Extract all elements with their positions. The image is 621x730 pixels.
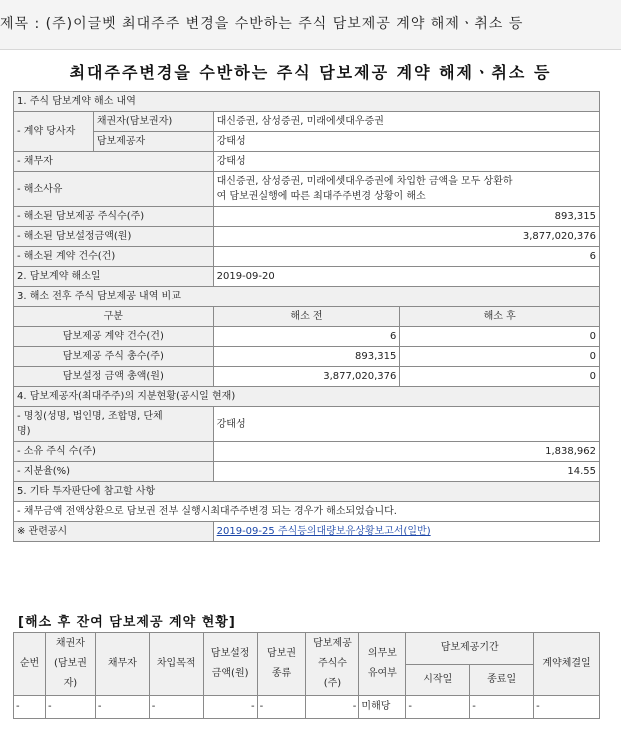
header-shares (306, 633, 359, 696)
compare-row (14, 347, 600, 367)
compare-row-label: 담보설정 금액 총액(원) (14, 367, 214, 387)
header-creditor (45, 633, 95, 696)
related-disclosure-link[interactable]: 2019-09-25 주식등의대량보유상황보고서(일반) (216, 526, 431, 537)
reason-row (14, 172, 600, 207)
compare-header-row (14, 307, 600, 327)
subject-text: 제목 : (주)이글벳 최대주주 변경을 수반하는 주식 담보제공 계약 해제ㆍ취소 등 (0, 16, 524, 32)
cell-end: - (470, 696, 534, 719)
cell-expire: - (534, 696, 600, 719)
reason-label: - 해소사유 (14, 172, 214, 207)
compare-row-label: 담보제공 계약 건수(건) (14, 327, 214, 347)
count-value: 6 (213, 247, 599, 267)
cell-creditor: - (45, 696, 95, 719)
cell-duty: 미해당 (359, 696, 406, 719)
remaining-header-row (14, 633, 600, 665)
compare-category-header: 구분 (14, 307, 214, 327)
reason-line-1: 대신증권, 삼성증권, 미래에셋대우증권에 차입한 금액을 모두 상환하 (216, 176, 513, 187)
debtor-label: - 채무자 (14, 152, 214, 172)
reason-value (213, 172, 599, 207)
ratio-label: - 지분율(%) (14, 462, 214, 482)
cell-debtor: - (95, 696, 149, 719)
header-end: 종료일 (470, 664, 534, 696)
ratio-value: 14.55 (213, 462, 599, 482)
cell-amount: - (203, 696, 257, 719)
cell-seq: - (14, 696, 46, 719)
header-seq: 순번 (14, 633, 46, 696)
holder-name-label-line-1: - 명칭(성명, 법인명, 조합명, 단체 (17, 411, 163, 422)
compare-before-header: 해소 전 (213, 307, 400, 327)
ratio-row (14, 462, 600, 482)
reason-line-2: 여 담보권실행에 따른 최대주주변경 상황이 해소 (216, 191, 426, 202)
remaining-section-title: [해소 후 잔여 담보제공 계약 현황] (18, 615, 236, 630)
amount-label: - 해소된 담보설정금액(원) (14, 227, 214, 247)
debtor-row (14, 152, 600, 172)
header-type (257, 633, 306, 696)
section-3-row (14, 287, 600, 307)
section-1-heading: 1. 주식 담보계약 해소 내역 (14, 92, 600, 112)
section-3-heading: 3. 해소 전후 주식 담보제공 내역 비교 (14, 287, 600, 307)
header-period: 담보제공기간 (406, 633, 534, 665)
provider-value: 강태성 (213, 132, 599, 152)
header-duty-line-1: 의무보 (367, 648, 397, 659)
compare-row (14, 367, 600, 387)
owned-shares-label: - 소유 주식 수(주) (14, 442, 214, 462)
provider-label: 담보제공자 (93, 132, 213, 152)
shares-label: - 해소된 담보제공 주식수(주) (14, 207, 214, 227)
compare-row-after: 0 (400, 367, 600, 387)
note-row (14, 502, 600, 522)
cell-type: - (257, 696, 306, 719)
header-shares-line-2: 주식수 (317, 658, 347, 669)
shares-value: 893,315 (213, 207, 599, 227)
subject-bar (0, 0, 621, 50)
header-shares-line-3: (주) (323, 678, 342, 689)
owned-shares-value: 1,838,962 (213, 442, 599, 462)
holder-name-row (14, 407, 600, 442)
compare-row-before: 6 (213, 327, 400, 347)
section-2-row (14, 267, 600, 287)
header-amount (203, 633, 257, 696)
header-amount-line-2: 금액(원) (211, 668, 249, 679)
count-label: - 해소된 계약 건수(건) (14, 247, 214, 267)
section-1-row (14, 92, 600, 112)
holder-name-label (14, 407, 214, 442)
related-cell (213, 522, 599, 542)
header-shares-line-1: 담보제공 (313, 638, 352, 649)
header-amount-line-1: 담보설정 (210, 648, 250, 659)
header-creditor-line-3: 자) (63, 678, 78, 689)
section-2-heading: 2. 담보계약 해소일 (14, 267, 214, 287)
header-duty-line-2: 유여부 (367, 668, 397, 679)
count-row (14, 247, 600, 267)
amount-row (14, 227, 600, 247)
header-creditor-line-2: (담보권 (53, 658, 87, 669)
cell-purpose: - (149, 696, 203, 719)
compare-after-header: 해소 후 (400, 307, 600, 327)
debtor-value: 강태성 (213, 152, 599, 172)
compare-row-before: 893,315 (213, 347, 400, 367)
shares-row (14, 207, 600, 227)
section-5-row (14, 482, 600, 502)
compare-row-after: 0 (400, 347, 600, 367)
header-type-line-1: 담보권 (267, 648, 297, 659)
disclosure-table (13, 91, 600, 542)
section-4-heading: 4. 담보제공자(최대주주)의 지분현황(공시일 현재) (14, 387, 600, 407)
header-expire: 계약체결일 (534, 633, 600, 696)
creditor-label: 채권자(담보권자) (93, 112, 213, 132)
cell-start: - (406, 696, 470, 719)
header-creditor-line-1: 채권자 (55, 638, 85, 649)
section-5-heading: 5. 기타 투자판단에 참고할 사항 (14, 482, 600, 502)
release-date-value: 2019-09-20 (213, 267, 599, 287)
table-row (14, 696, 600, 719)
header-type-line-2: 종류 (271, 668, 292, 679)
compare-row-before: 3,877,020,376 (213, 367, 400, 387)
provider-row (14, 132, 600, 152)
parties-label: - 계약 당사자 (14, 112, 94, 152)
header-duty (359, 633, 406, 696)
header-start: 시작일 (406, 664, 470, 696)
compare-row-after: 0 (400, 327, 600, 347)
compare-row (14, 327, 600, 347)
remaining-contracts-table (13, 632, 600, 719)
creditor-value: 대신증권, 삼성증권, 미래에셋대우증권 (213, 112, 599, 132)
document-title: 최대주주변경을 수반하는 주식 담보제공 계약 해제ㆍ취소 등 (69, 63, 552, 82)
section-4-row (14, 387, 600, 407)
header-debtor: 채무자 (95, 633, 149, 696)
related-label: ※ 관련공시 (14, 522, 214, 542)
compare-row-label: 담보제공 주식 총수(주) (14, 347, 214, 367)
header-purpose: 차입목적 (149, 633, 203, 696)
owned-shares-row (14, 442, 600, 462)
holder-name-label-line-2: 명) (17, 426, 31, 437)
related-row (14, 522, 600, 542)
creditor-row (14, 112, 600, 132)
amount-value: 3,877,020,376 (213, 227, 599, 247)
note-text: - 채무금액 전액상환으로 담보권 전부 실행시최대주주변경 되는 경우가 해소되었습니다. (14, 502, 600, 522)
holder-name-value: 강태성 (213, 407, 599, 442)
cell-shares: - (306, 696, 359, 719)
